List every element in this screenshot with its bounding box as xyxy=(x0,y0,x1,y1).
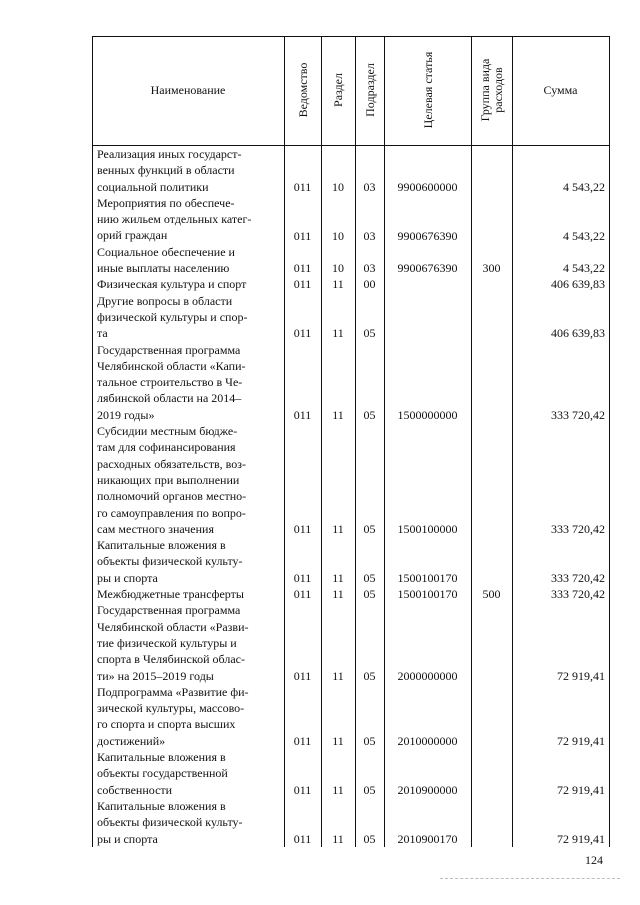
expense-group-code: 500 xyxy=(482,587,501,602)
section-code: 11 xyxy=(332,831,344,846)
row-name xyxy=(97,293,281,342)
subsection-code: 05 xyxy=(363,521,376,536)
col-border-ministry xyxy=(284,36,285,847)
subsection-code: 00 xyxy=(363,277,376,292)
row-name-line: зической культуры, массово- xyxy=(97,701,245,716)
ministry-code: 011 xyxy=(293,326,312,341)
subsection-code: 05 xyxy=(363,570,376,585)
sum-value: 333 720,42 xyxy=(551,587,605,602)
ministry-code: 011 xyxy=(293,261,312,276)
header-ministry: Ведомство xyxy=(296,62,310,118)
header-section: Раздел xyxy=(331,73,345,107)
sum-value: 333 720,42 xyxy=(551,407,605,422)
target-article-code: 2010900170 xyxy=(397,831,458,846)
target-article-code: 2010000000 xyxy=(397,733,458,748)
sum-value: 333 720,42 xyxy=(551,570,605,585)
sum-value: 72 919,41 xyxy=(557,782,605,797)
target-article-code: 9900600000 xyxy=(397,179,458,194)
row-name-line: достижений» xyxy=(97,733,166,748)
row-name-line: го спорта и спорта высших xyxy=(97,717,236,732)
row-name xyxy=(97,586,281,602)
target-article-code: 1500000000 xyxy=(397,407,458,422)
subsection-code: 05 xyxy=(363,407,376,422)
subsection-code: 05 xyxy=(363,733,376,748)
sum-value: 72 919,41 xyxy=(557,831,605,846)
row-name-line: лябинской области на 2014– xyxy=(97,391,242,406)
section-code: 10 xyxy=(332,261,344,276)
subsection-code: 05 xyxy=(363,831,376,846)
section-code: 11 xyxy=(332,407,344,422)
row-name xyxy=(97,146,281,195)
section-code: 11 xyxy=(332,521,344,536)
row-name-line: объекты физической культу- xyxy=(97,554,243,569)
ministry-code: 011 xyxy=(293,668,312,683)
ministry-code: 011 xyxy=(293,831,312,846)
row-name-line: ры и спорта xyxy=(97,570,158,585)
header-expense-group-line2: расходов xyxy=(491,67,505,113)
row-name-line: орий граждан xyxy=(97,228,168,243)
section-code: 11 xyxy=(332,326,344,341)
row-name-line: иные выплаты населению xyxy=(97,261,230,276)
row-name xyxy=(97,276,281,292)
row-name-line: никающих при выполнении xyxy=(97,472,240,487)
row-name xyxy=(97,749,281,798)
row-name-line: Подпрограмма «Развитие фи- xyxy=(97,684,249,699)
row-name xyxy=(97,423,281,537)
section-code: 11 xyxy=(332,277,344,292)
row-name-line: объекты физической культу- xyxy=(97,815,243,830)
subsection-code: 05 xyxy=(363,668,376,683)
col-border-expense-group xyxy=(471,36,472,847)
subsection-code: 05 xyxy=(363,587,376,602)
row-name-line: Государственная программа xyxy=(97,603,241,618)
header-target-article: Целевая статья xyxy=(421,51,435,129)
row-name-line: Социальное обеспечение и xyxy=(97,244,235,259)
row-name-line: Государственная программа xyxy=(97,342,241,357)
row-name-line: нию жильем отдельных катег- xyxy=(97,212,252,227)
footer-rule xyxy=(440,878,620,879)
row-name-line: тие физической культуры и xyxy=(97,635,237,650)
target-article-code: 1500100170 xyxy=(397,570,458,585)
row-name-line: Физическая культура и спорт xyxy=(97,277,247,292)
col-border-sum xyxy=(512,36,513,847)
row-name-line: спорта в Челябинской облас- xyxy=(97,652,245,667)
expense-group-code: 300 xyxy=(482,261,501,276)
target-article-code: 1500100170 xyxy=(397,587,458,602)
subsection-code: 03 xyxy=(363,261,376,276)
row-name-line: Реализация иных государст- xyxy=(97,147,242,161)
row-name-line: ти» на 2015–2019 годы xyxy=(97,668,214,683)
header-name: Наименование xyxy=(150,83,226,97)
row-name xyxy=(97,244,281,277)
target-article-code: 9900676390 xyxy=(397,228,458,243)
section-code: 11 xyxy=(332,587,344,602)
row-name-line: сам местного значения xyxy=(97,521,214,536)
row-name-line: Другие вопросы в области xyxy=(97,293,233,308)
col-border-right xyxy=(609,36,610,847)
sum-value: 406 639,83 xyxy=(551,277,605,292)
sum-value: 333 720,42 xyxy=(551,521,605,536)
section-code: 11 xyxy=(332,782,344,797)
sum-value: 4 543,22 xyxy=(563,228,605,243)
subsection-code: 03 xyxy=(363,179,376,194)
target-article-code: 2010900000 xyxy=(397,782,458,797)
ministry-code: 011 xyxy=(293,179,312,194)
section-code: 11 xyxy=(332,570,344,585)
target-article-code: 9900676390 xyxy=(397,261,458,276)
row-name-line: Капитальные вложения в xyxy=(97,538,226,553)
col-border-subsection xyxy=(355,36,356,847)
header-expense-group-line1: Группа вида xyxy=(478,58,492,122)
section-code: 10 xyxy=(332,179,344,194)
row-name-line: 2019 годы» xyxy=(97,407,155,422)
col-border-section xyxy=(321,36,322,847)
subsection-code: 05 xyxy=(363,326,376,341)
row-name-line: ры и спорта xyxy=(97,831,158,846)
row-name xyxy=(97,602,281,683)
ministry-code: 011 xyxy=(293,587,312,602)
page-number: 124 xyxy=(585,853,603,867)
target-article-code: 2000000000 xyxy=(397,668,458,683)
target-article-code: 1500100000 xyxy=(397,521,458,536)
subsection-code: 05 xyxy=(363,782,376,797)
row-name xyxy=(97,537,281,586)
row-name-line: Мероприятия по обеспече- xyxy=(97,195,235,210)
row-name-line: го самоуправления по вопро- xyxy=(97,505,246,520)
row-name-line: Капитальные вложения в xyxy=(97,799,226,813)
row-name xyxy=(97,342,281,423)
row-name-line: та xyxy=(97,326,108,341)
row-name-line: объекты государственной xyxy=(97,766,228,781)
col-border-left xyxy=(92,36,93,847)
row-name-line: Субсидии местным бюдже- xyxy=(97,424,238,439)
row-name-line: социальной политики xyxy=(97,179,209,194)
table-top-border xyxy=(92,36,610,37)
sum-value: 72 919,41 xyxy=(557,733,605,748)
sum-value: 4 543,22 xyxy=(563,261,605,276)
subsection-code: 03 xyxy=(363,228,376,243)
row-name-line: полномочий органов местно- xyxy=(97,489,247,504)
row-name-line: Челябинской области «Разви- xyxy=(97,619,249,634)
col-border-target xyxy=(384,36,385,847)
section-code: 10 xyxy=(332,228,344,243)
row-name-line: Челябинской области «Капи- xyxy=(97,358,246,373)
row-name-line: венных функций в области xyxy=(97,163,235,178)
sum-value: 72 919,41 xyxy=(557,668,605,683)
sum-value: 406 639,83 xyxy=(551,326,605,341)
row-name xyxy=(97,684,281,749)
section-code: 11 xyxy=(332,733,344,748)
ministry-code: 011 xyxy=(293,733,312,748)
ministry-code: 011 xyxy=(293,782,312,797)
row-name xyxy=(97,195,281,244)
header-subsection: Подраздел xyxy=(363,63,377,117)
row-name-line: расходных обязательств, воз- xyxy=(97,456,246,471)
ministry-code: 011 xyxy=(293,277,312,292)
ministry-code: 011 xyxy=(293,407,312,422)
row-name-line: собственности xyxy=(97,782,173,797)
row-name xyxy=(97,798,281,847)
row-name-line: Межбюджетные трансферты xyxy=(97,587,244,602)
row-name-line: там для софинансирования xyxy=(97,440,236,455)
row-name-line: физической культуры и спор- xyxy=(97,309,248,324)
ministry-code: 011 xyxy=(293,521,312,536)
header-sum: Сумма xyxy=(543,83,578,97)
ministry-code: 011 xyxy=(293,570,312,585)
ministry-code: 011 xyxy=(293,228,312,243)
row-name-line: тальное строительство в Че- xyxy=(97,375,243,390)
section-code: 11 xyxy=(332,668,344,683)
sum-value: 4 543,22 xyxy=(563,179,605,194)
row-name-line: Капитальные вложения в xyxy=(97,750,226,765)
